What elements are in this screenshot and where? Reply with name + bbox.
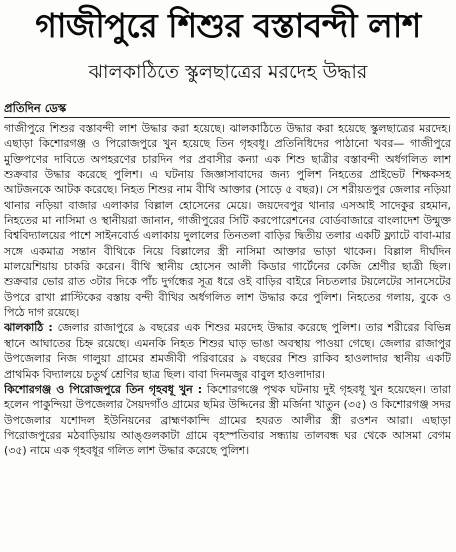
paragraph-text: জেলার রাজাপুরে ৯ বছরের এক শিশুর মরদেহ উদ্ধার করেছে পুলিশ। তার শরীরের বিভিন্ন স্থানে আঘাতের চিহ্ন রয়েছে। এমনকি নিহত শিশুর ঘাড় ভাঙা অবস্থায় পাওয়া গেছে। জেলার রাজাপুর উপজেলার নিজ গালুয়া গ্রামের শ্রমজীবী পরিবারের ৯ বছরের শিশু রাকিব হাওলাদার স্থানীয় একটি প্রাথমিক বিদ্যালয়ে চতুর্থ শ্রেণির ছাত্র ছিল। বাবা দিনমজুর বাবুল হাওলাদার। bbox=[4, 321, 451, 381]
byline-divider bbox=[4, 117, 450, 118]
paragraph-lead: কিশোরগঞ্জ ও পিরোজপুরে তিন গৃহবধূ খুন : bbox=[4, 382, 203, 396]
paragraph-kishoreganj-pirojpur bbox=[4, 382, 451, 459]
paragraph-jhalokathi bbox=[4, 320, 451, 381]
paragraph-gazipur bbox=[4, 121, 451, 320]
subheadline: ঝালকাঠিতে স্কুলছাত্রের মরদেহ উদ্ধার bbox=[88, 61, 368, 83]
article-body bbox=[4, 121, 451, 549]
byline-desk: প্রতিদিন ডেস্ক bbox=[4, 101, 67, 115]
paragraph-lead: ঝালকাঠি : bbox=[4, 321, 53, 335]
paragraph-text: কিশোরগঞ্জে পৃথক ঘটনায় দুই গৃহবধূ খুন হয়েছেন। তারা হলেন পাকুন্দিয়া উপজেলার সৈয়দগাঁও গ্রামের ছমির উদ্দিনের স্ত্রী মর্জিনা খাতুন (৩৫) ও কিশোরগঞ্জ সদর উপজেলার যশোদল ইউনিয়নের ব্রাহ্মণকান্দি গ্রামের হযরত আলীর স্ত্রী রওশন আরা। এছাড়া পিরোজপুরের মঠবাড়িয়ায় আঙ্গুলকাটা গ্রামে বৃহস্পতিবার সন্ধ্যায় তালবন্ধ ঘর থেকে আসমা বেগম (৩৫) নামে এক গৃহবধূর গলিত লাশ উদ্ধার করেছে পুলিশ। bbox=[4, 382, 451, 458]
headline: গাজীপুরে শিশুর বস্তাবন্দী লাশ bbox=[35, 6, 421, 45]
paragraph-text: গাজীপুরে শিশুর বস্তাবন্দী লাশ উদ্ধার করা হয়েছে। ঝালকাঠিতে উদ্ধার করা হয়েছে স্কুলছাত্রের মরদেহ। এছাড়া কিশোরগঞ্জ ও পিরোজপুরে খুন হয়েছে তিন গৃহবধূ। প্রতিনিধিদের পাঠানো খবর— গাজীপুরে মুক্তিপণের দাবিতে অপহরণের চারদিন পর প্রবাসীর কন্যা এক শিশু ছাত্রীর বস্তাবন্দী অর্ধগলিত লাশ শুক্রবার উদ্ধার করেছে পুলিশ। এ ঘটনায় জিজ্ঞাসাবাদের জন্য পুলিশ নিহতের প্রাইভেট শিক্ষকসহ আটজনকে আটক করেছে। নিহত শিশুর নাম বীথি আক্তার (সাড়ে ৫ বছর)। সে শরীয়তপুর জেলার নড়িয়া থানার নড়িয়া বাজার এলাকার বিল্লাল হোসেনের মেয়ে। জয়দেবপুর থানার এসআই সাদেকুর রহমান, নিহতের মা নাসিমা ও স্থানীয়রা জানান, গাজীপুরের সিটি করপোরেশনের বোর্ডবাজারে বাংলাদেশ উন্মুক্ত বিশ্ববিদ্যালয়ের পাশে সাইনবোর্ড এলাকায় দুলালের তিনতলা বাড়ির দ্বিতীয় তলার একটি ফ্ল্যাটে বাবা-মার সঙ্গে একমাত্র সন্তান বীথিকে নিয়ে বিল্লালের স্ত্রী নাসিমা আক্তার ভাড়া থাকেন। বিল্লাল দীর্ঘদিন মালয়েশিয়ায় চাকরি করেন। বীথি স্থানীয় হোসেন আলী কিডার গার্টেনের কেজি শ্রেণীর ছাত্রী ছিল। শুক্রবার ভোর রাত ৩টার দিকে পাঁচ দুর্গন্ধের সূত্র ধরে ওই বাড়ির বাইরে নিচতলার টয়লেটের সানসেটের উপরে রাখা প্লাস্টিকের বস্তায় বন্দী বীথির অর্ধগলিত লাশ উদ্ধার করে পুলিশ। নিহতের গলায়, বুকে ও পিঠে দাগ রয়েছে। bbox=[4, 122, 451, 320]
